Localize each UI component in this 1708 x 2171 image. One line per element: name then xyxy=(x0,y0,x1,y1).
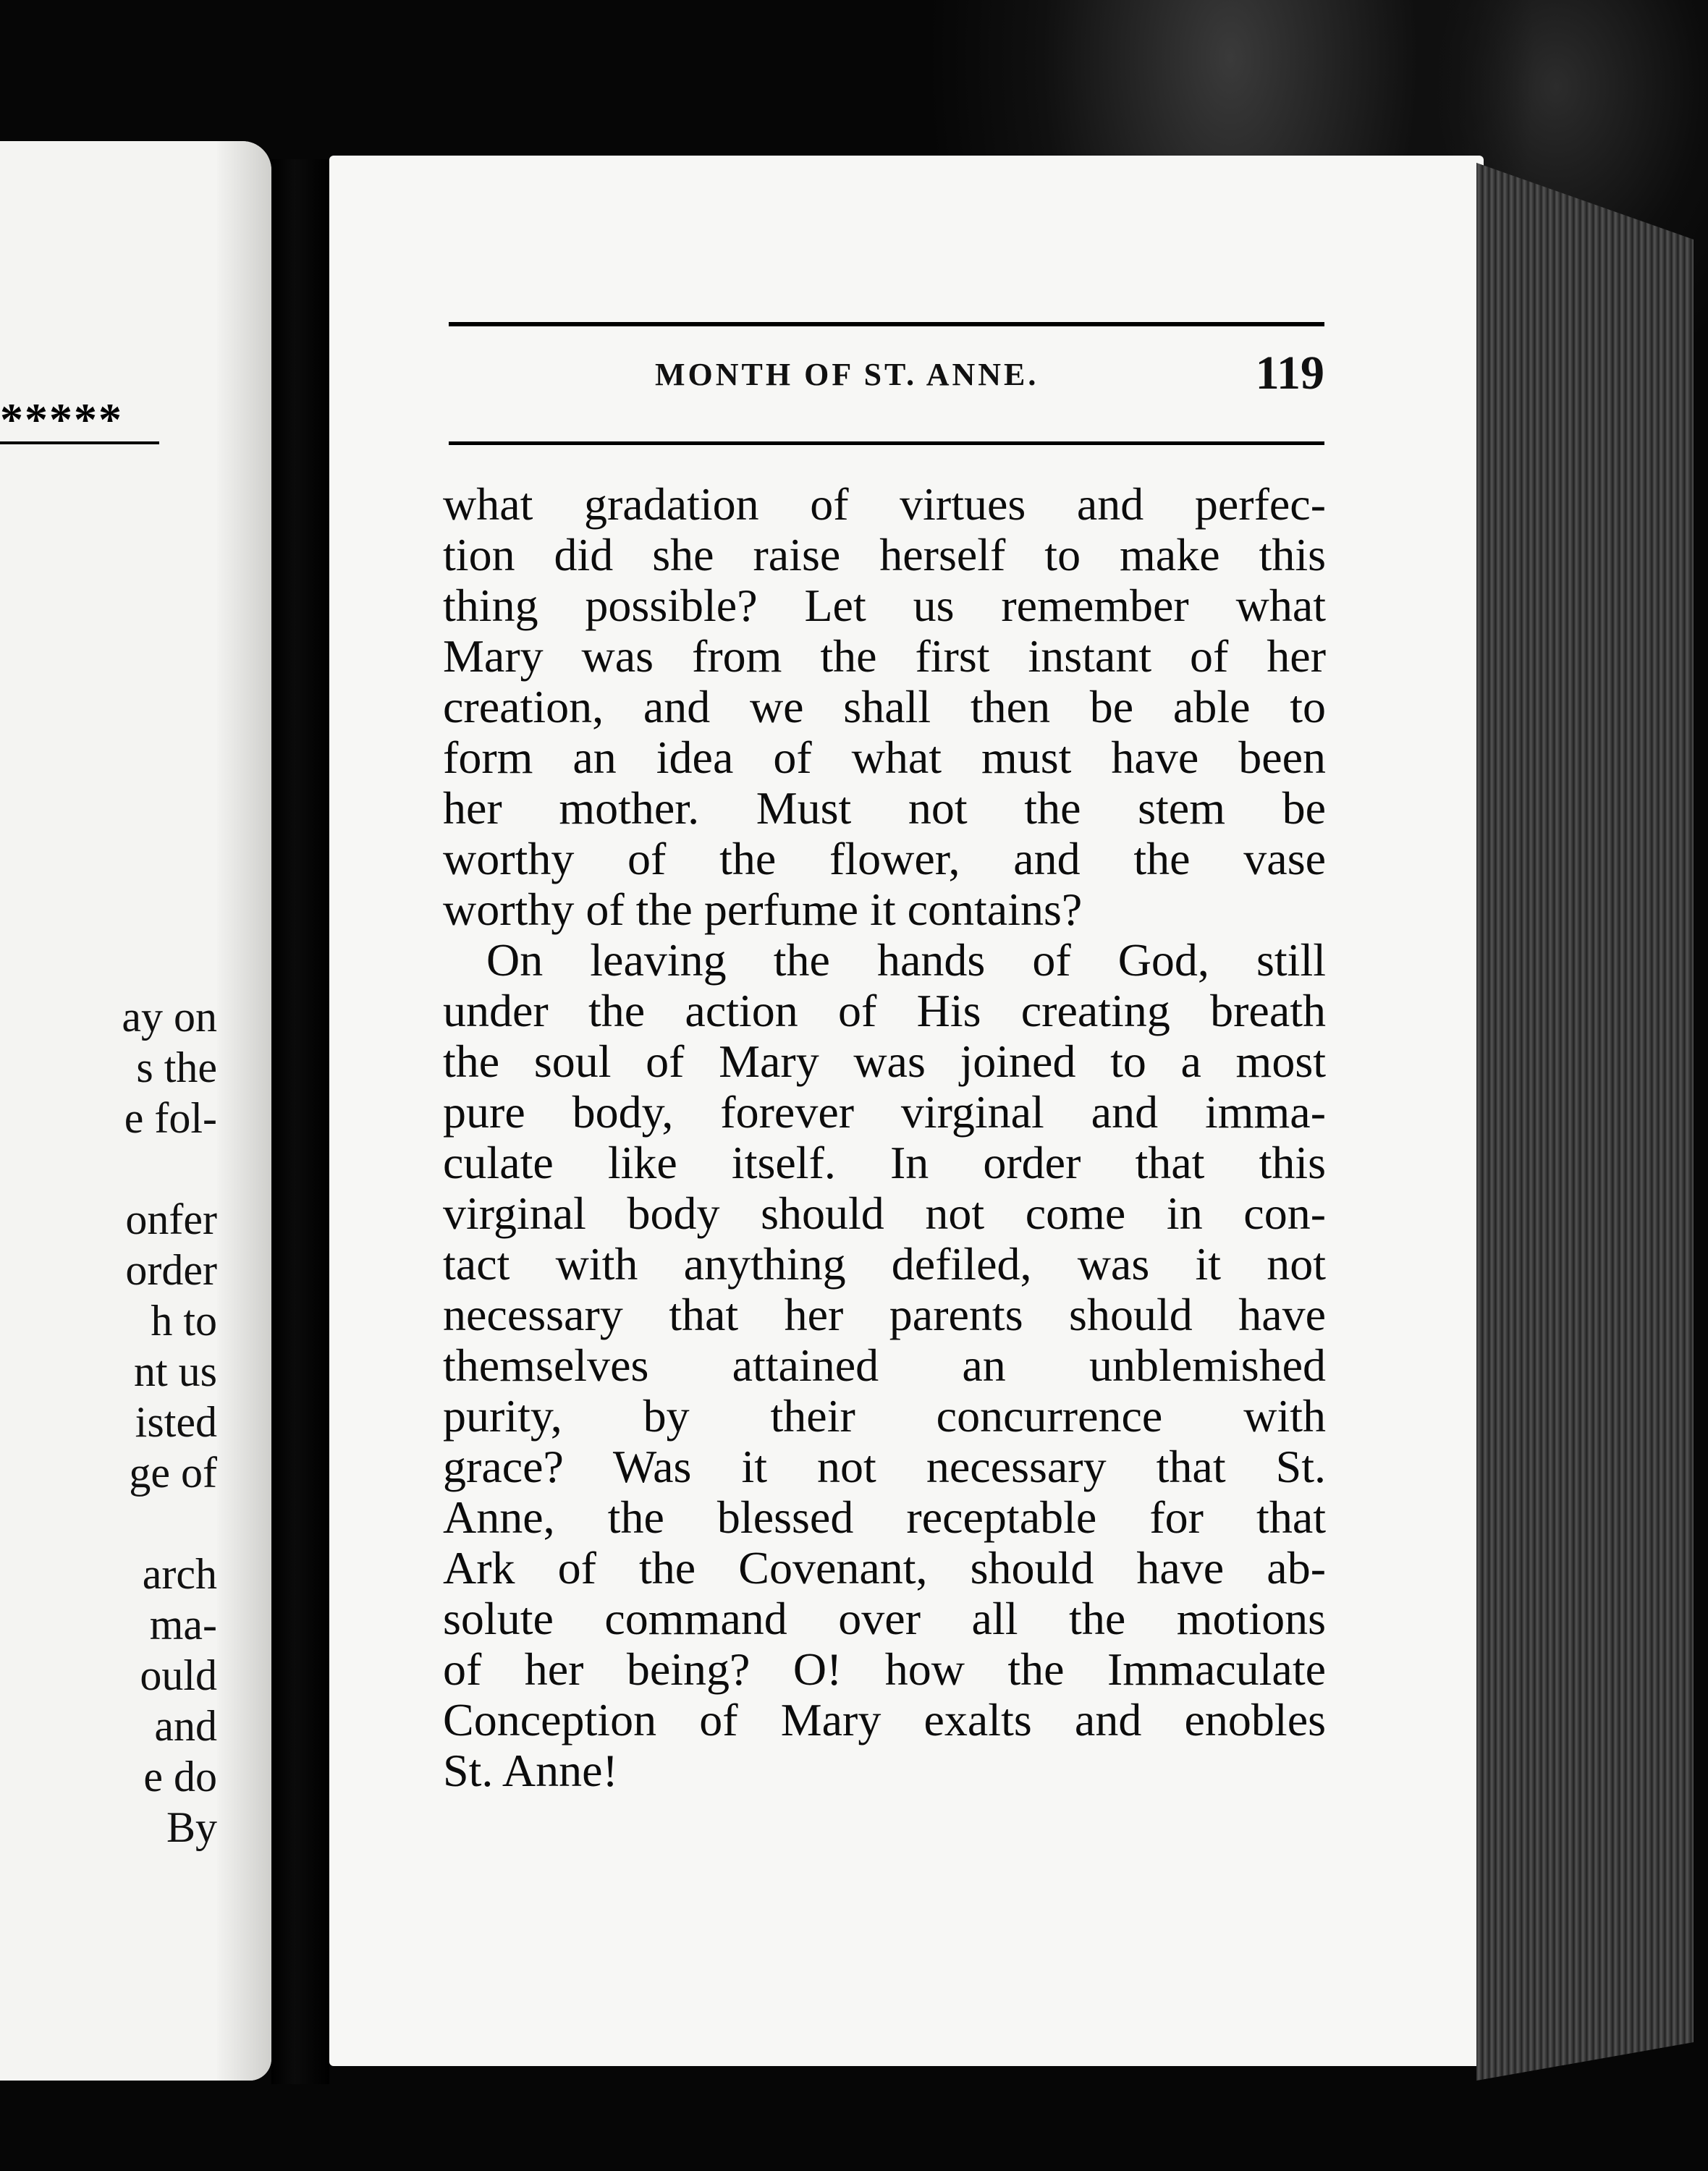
book-spine xyxy=(271,159,329,2084)
text-line: her mother. Must not the stem be xyxy=(443,782,1326,834)
page-block-edge xyxy=(1476,163,1694,2081)
text-line: Mary was from the first instant of her xyxy=(443,630,1326,682)
left-fragment xyxy=(0,1498,217,1549)
text-line: worthy of the perfume it contains? xyxy=(443,884,1083,935)
left-fragment: e fol- xyxy=(124,1094,217,1142)
text-line: St. Anne! xyxy=(443,1745,618,1796)
text-line: solute command over all the motions xyxy=(443,1593,1326,1644)
header-rule-top xyxy=(449,322,1324,326)
text-line: themselves attained an unblemished xyxy=(443,1340,1326,1391)
left-fragment: ould xyxy=(140,1651,217,1699)
left-fragment: and xyxy=(154,1702,217,1750)
running-title: MONTH OF ST. ANNE. xyxy=(655,357,1039,392)
left-fragment xyxy=(0,1143,217,1194)
text-line: culate like itself. In order that this xyxy=(443,1137,1326,1188)
left-fragment: By xyxy=(166,1803,217,1851)
text-line: under the action of His creating breath xyxy=(443,985,1326,1036)
text-line: what gradation of virtues and perfec- xyxy=(443,478,1326,530)
text-line: thing possible? Let us remember what xyxy=(443,580,1326,631)
text-line: Ark of the Covenant, should have ab- xyxy=(443,1542,1326,1594)
text-line: Conception of Mary exalts and enobles xyxy=(443,1694,1326,1745)
ornament-stars: ***** xyxy=(0,398,159,444)
text-line: form an idea of what must have been xyxy=(443,732,1326,783)
left-page-gutter xyxy=(217,141,271,2081)
left-fragment: ay on xyxy=(122,993,217,1041)
previous-page-text xyxy=(0,991,217,1853)
left-fragment: onfer xyxy=(125,1195,217,1243)
text-line: purity, by their concurrence with xyxy=(443,1390,1326,1442)
text-line: tion did she raise herself to make this xyxy=(443,529,1326,580)
previous-page xyxy=(0,141,271,2081)
left-fragment: h to xyxy=(151,1297,217,1345)
text-line: creation, and we shall then be able to xyxy=(443,681,1326,732)
text-line: pure body, forever virginal and imma- xyxy=(443,1086,1326,1138)
text-line: the soul of Mary was joined to a most xyxy=(443,1036,1326,1087)
text-line: Anne, the blessed receptable for that xyxy=(443,1491,1326,1543)
left-fragment: e do xyxy=(143,1753,217,1800)
left-fragment: arch xyxy=(142,1550,217,1598)
body-text xyxy=(443,479,1326,1796)
text-line: necessary that her parents should have xyxy=(443,1289,1326,1340)
header-rule-bottom xyxy=(449,441,1324,445)
text-line: grace? Was it not necessary that St. xyxy=(443,1441,1326,1492)
text-line: worthy of the flower, and the vase xyxy=(443,833,1326,884)
text-line: of her being? O! how the Immaculate xyxy=(443,1643,1326,1695)
page-number: 119 xyxy=(1255,347,1324,399)
left-fragment: nt us xyxy=(133,1347,217,1395)
left-fragment: ma- xyxy=(149,1601,217,1649)
left-fragment: s the xyxy=(136,1044,217,1091)
left-fragment: isted xyxy=(135,1398,217,1446)
text-line: tact with anything defiled, was it not xyxy=(443,1238,1326,1290)
left-fragment: ge of xyxy=(129,1449,217,1497)
text-line: virginal body should not come in con- xyxy=(443,1188,1326,1239)
left-fragment: order xyxy=(125,1246,217,1294)
text-line: On leaving the hands of God, still xyxy=(486,934,1326,986)
